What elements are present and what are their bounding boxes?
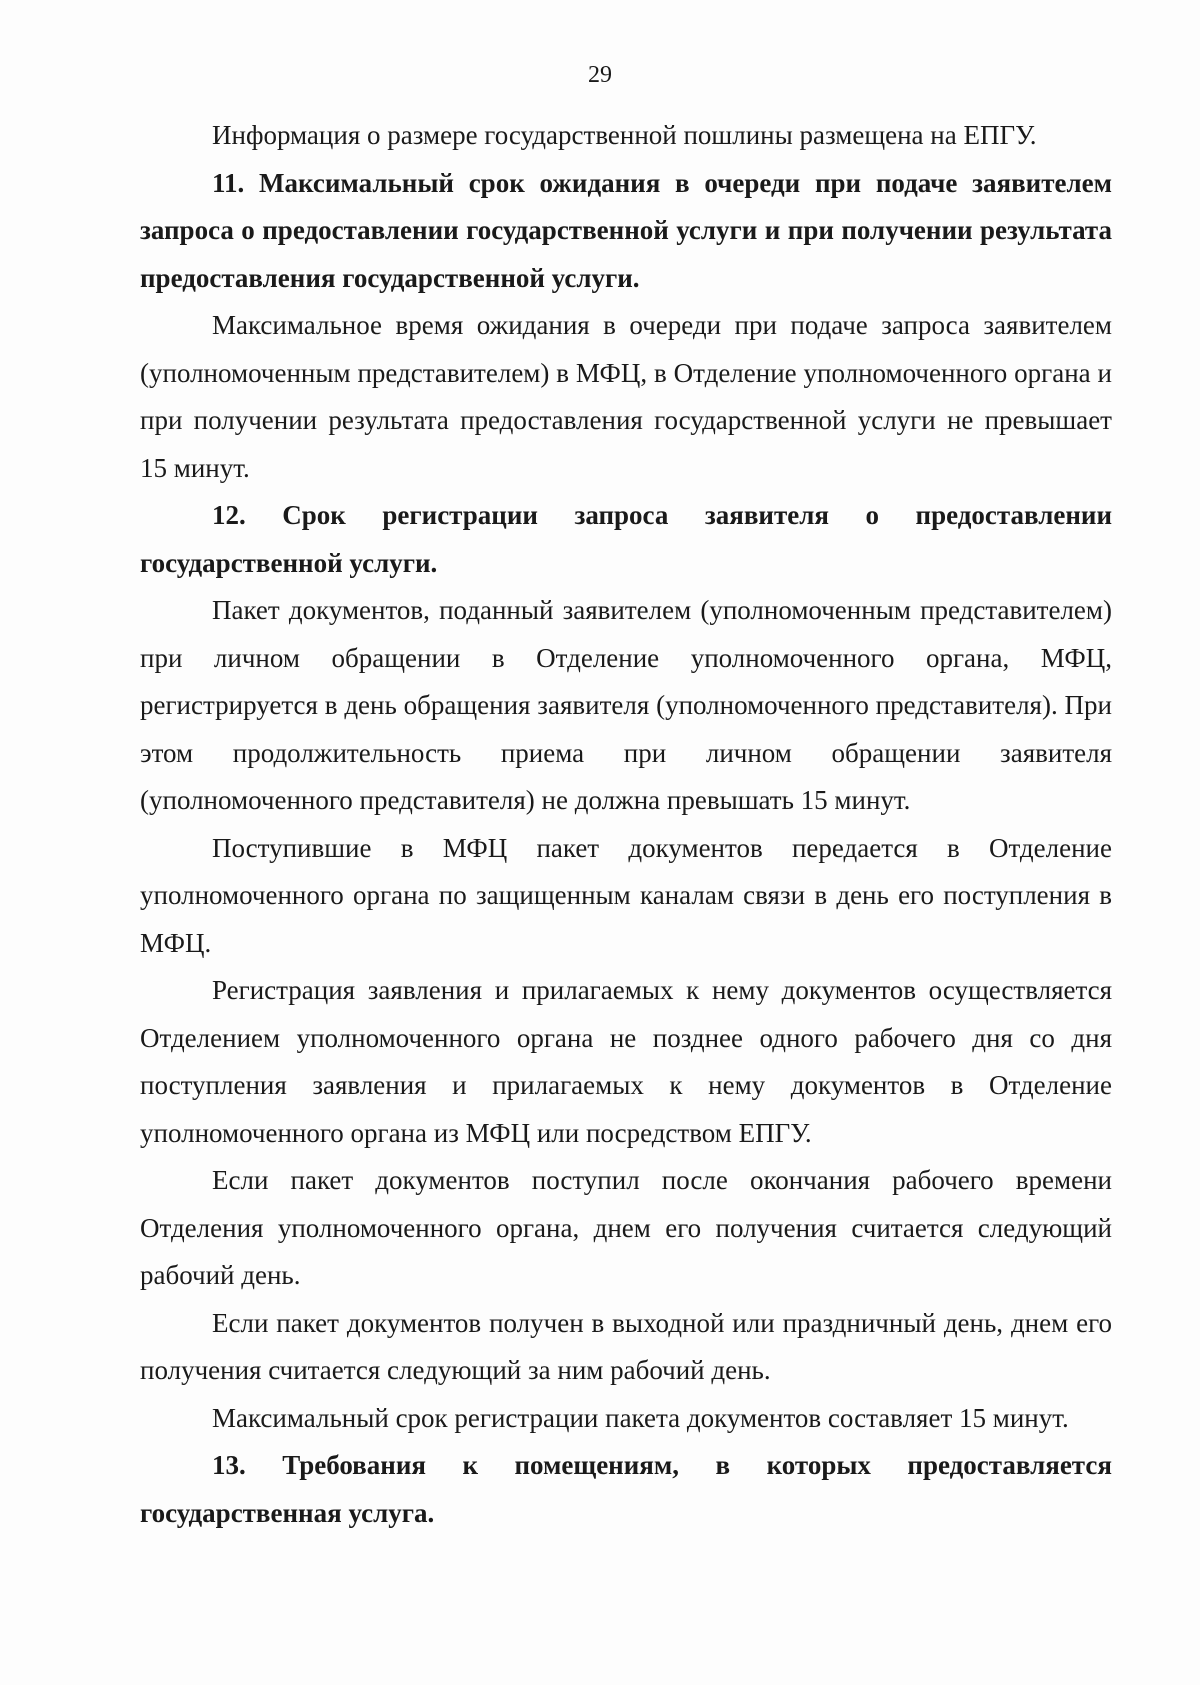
paragraph-holiday: Если пакет документов получен в выходной или праздничный день, днем его получения считается следующий за ним рабочий день. [140, 1307, 1112, 1385]
paragraph-package-registration: Пакет документов, поданный заявителем (уполномоченным представителем) при личном обращении в Отделение уполномоченного органа, МФЦ, регистрируется в день обращения заявителя (уполномоченного представителя). При этом продолжительность приема при личном обращении заявителя (уполномоченного представителя) не должна превышать 15 минут. [140, 595, 1112, 815]
paragraph-after-hours: Если пакет документов поступил после окончания рабочего времени Отделения уполномоченного органа, днем его получения считается следующий рабочий день. [140, 1165, 1112, 1290]
section-13-heading: 13. Требования к помещениям, в которых предоставляется государственная услуга. [140, 1450, 1112, 1528]
paragraph-registration-deadline: Регистрация заявления и прилагаемых к нему документов осуществляется Отделением уполномоченного органа не позднее одного рабочего дня со дня поступления заявления и прилагаемых к нему документов в Отделение уполномоченного органа из МФЦ или посредством ЕПГУ. [140, 975, 1112, 1148]
paragraph-fee-info: Информация о размере государственной пошлины размещена на ЕПГУ. [212, 120, 1037, 150]
document-body [140, 112, 1112, 1537]
section-12-heading: 12. Срок регистрации запроса заявителя о предоставлении государственной услуги. [140, 500, 1112, 578]
section-11-heading: 11. Максимальный срок ожидания в очереди при подаче заявителем запроса о предоставлении государственной услуги и при получении результата предоставления государственной услуги. [140, 167, 1112, 293]
paragraph-waiting-time: Максимальное время ожидания в очереди при подаче запроса заявителем (уполномоченным представителем) в МФЦ, в Отделение уполномоченного органа и при получении результата предоставления государственной услуги не превышает 15 минут. [140, 310, 1112, 483]
paragraph-max-registration: Максимальный срок регистрации пакета документов составляет 15 минут. [212, 1402, 1069, 1433]
paragraph-mfc-transfer: Поступившие в МФЦ пакет документов передается в Отделение уполномоченного органа по защищенным каналам связи в день его поступления в МФЦ. [140, 832, 1112, 958]
page-number: 29 [588, 62, 612, 88]
